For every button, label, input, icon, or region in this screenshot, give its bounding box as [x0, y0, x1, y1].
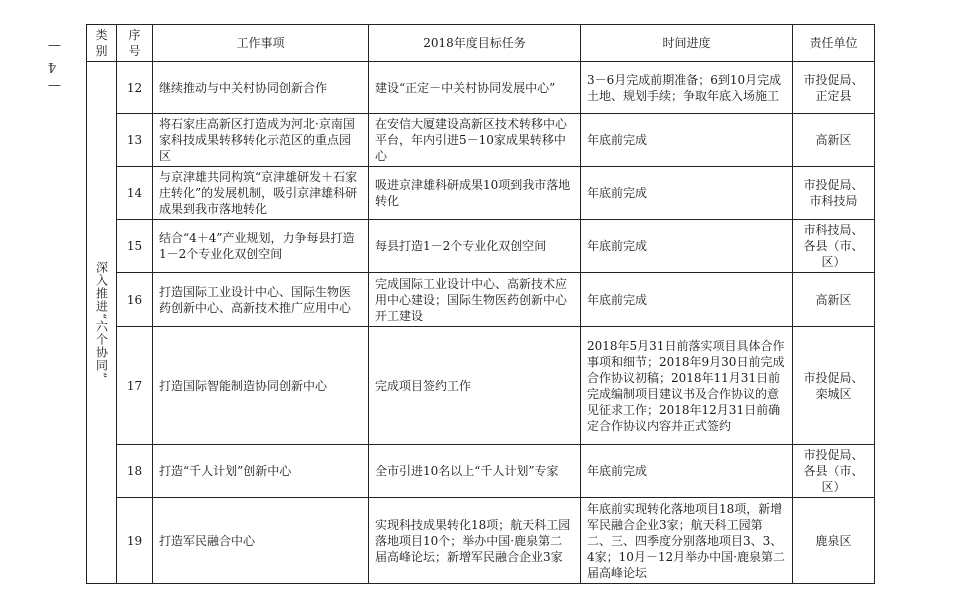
- row-number: 12: [117, 62, 153, 114]
- row-target: 每县打造1－2个专业化双创空间: [369, 220, 581, 273]
- row-number: 13: [117, 114, 153, 167]
- row-number: 16: [117, 273, 153, 327]
- row-target: 在安信大厦建设高新区技术转移中心平台，年内引进5－10家成果转移中心: [369, 114, 581, 167]
- row-unit: 鹿泉区: [793, 498, 875, 584]
- row-work-item: 与京津雄共同构筑“京津雄研发＋石家庄转化”的发展机制，吸引京津雄科研成果到我市落地转化: [153, 167, 369, 220]
- row-work-item: 打造国际智能制造协同创新中心: [153, 327, 369, 445]
- row-unit: 市投促局、市科技局: [793, 167, 875, 220]
- row-unit: 市投促局、正定县: [793, 62, 875, 114]
- row-target: 吸进京津雄科研成果10项到我市落地转化: [369, 167, 581, 220]
- header-category: 类别: [87, 25, 117, 62]
- header-work-item: 工作事项: [153, 25, 369, 62]
- row-work-item: 将石家庄高新区打造成为河北·京南国家科技成果转移转化示范区的重点园区: [153, 114, 369, 167]
- table-row: [87, 327, 875, 445]
- row-target: 完成项目签约工作: [369, 327, 581, 445]
- row-work-item: 继续推动与中关村协同创新合作: [153, 62, 369, 114]
- row-schedule: 3－6月完成前期准备；6到10月完成土地、规划手续；争取年底入场施工: [581, 62, 793, 114]
- row-schedule: 2018年5月31日前落实项目具体合作事项和细节；2018年9月30日前完成合作协议初稿；2018年11月31日前完成编制项目建议书及合作协议的意见征求工作；2018年12月31日前确定合作协议内容并正式签约: [581, 327, 793, 445]
- row-work-item: 打造“千人计划”创新中心: [153, 445, 369, 498]
- row-target: 全市引进10名以上“千人计划”专家: [369, 445, 581, 498]
- table-row: [87, 62, 875, 114]
- row-schedule: 年底前完成: [581, 167, 793, 220]
- row-schedule: 年底前完成: [581, 114, 793, 167]
- row-unit: 高新区: [793, 114, 875, 167]
- row-number: 18: [117, 445, 153, 498]
- category-label: 深入推进“六个协同”: [94, 261, 109, 380]
- row-schedule: 年底前完成: [581, 445, 793, 498]
- table-header-row: [87, 25, 875, 62]
- row-work-item: 打造国际工业设计中心、国际生物医药创新中心、高新技术推广应用中心: [153, 273, 369, 327]
- table-row: [87, 167, 875, 220]
- header-schedule: 时间进度: [581, 25, 793, 62]
- row-target: 完成国际工业设计中心、高新技术应用中心建设；国际生物医药创新中心开工建设: [369, 273, 581, 327]
- row-schedule: 年底前完成: [581, 273, 793, 327]
- row-target: 实现科技成果转化18项；航天科工园落地项目10个；举办中国·鹿泉第二届高峰论坛；新增军民融合企业3家: [369, 498, 581, 584]
- page-number: — 4 —: [47, 38, 60, 94]
- table-row: [87, 498, 875, 584]
- row-number: 19: [117, 498, 153, 584]
- header-responsible-unit: 责任单位: [793, 25, 875, 62]
- row-schedule: 年底前完成: [581, 220, 793, 273]
- table-row: [87, 273, 875, 327]
- header-number: 序号: [117, 25, 153, 62]
- row-number: 14: [117, 167, 153, 220]
- task-table: [86, 24, 875, 584]
- category-cell: [87, 62, 117, 584]
- header-annual-target: 2018年度目标任务: [369, 25, 581, 62]
- row-number: 15: [117, 220, 153, 273]
- row-work-item: 结合“4＋4”产业规划，力争每县打造1－2个专业化双创空间: [153, 220, 369, 273]
- table-row: [87, 114, 875, 167]
- table-row: [87, 445, 875, 498]
- table-row: [87, 220, 875, 273]
- row-work-item: 打造军民融合中心: [153, 498, 369, 584]
- row-number: 17: [117, 327, 153, 445]
- row-unit: 市投促局、栾城区: [793, 327, 875, 445]
- row-unit: 市科技局、各县（市、区）: [793, 220, 875, 273]
- row-unit: 市投促局、各县（市、区）: [793, 445, 875, 498]
- row-schedule: 年底前实现转化落地项目18项，新增军民融合企业3家；航天科工园第二、三、四季度分别落地项目3、3、4家；10月－12月举办中国·鹿泉第二届高峰论坛: [581, 498, 793, 584]
- row-target: 建设“正定－中关村协同发展中心”: [369, 62, 581, 114]
- row-unit: 高新区: [793, 273, 875, 327]
